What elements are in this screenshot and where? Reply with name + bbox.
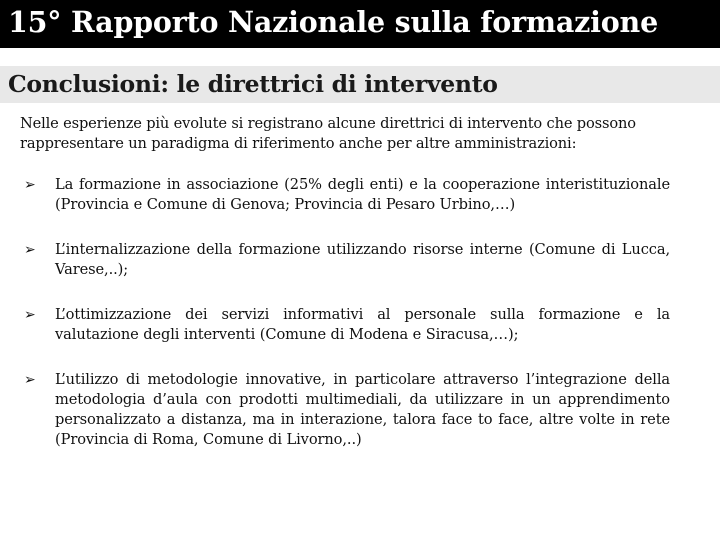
intro-paragraph: Nelle esperienze più evolute si registrano alcune direttrici di intervento che possono rappresentare un paradigma di riferimento anche per altre amministrazioni: <box>20 115 636 152</box>
bullet-text: L’ottimizzazione dei servizi informativi al personale sulla formazione e la valutazione degli interventi (Comune di Modena e Siracusa,…); <box>55 306 670 343</box>
slide-title: 15° Rapporto Nazionale sulla formazione <box>8 5 659 39</box>
subtitle-bar <box>0 66 720 103</box>
slide-subtitle: Conclusioni: le direttrici di intervento <box>8 70 498 98</box>
arrow-bullet-icon: ➢ <box>24 372 36 388</box>
bullet-text: La formazione in associazione (25% degli enti) e la cooperazione interistituzionale (Provincia e Comune di Genova; Provincia di Pesaro Urbino,…) <box>55 176 670 213</box>
arrow-bullet-icon: ➢ <box>24 307 36 323</box>
slide-content <box>20 114 670 475</box>
arrow-bullet-icon: ➢ <box>24 177 36 193</box>
bullet-list <box>20 175 670 450</box>
arrow-bullet-icon: ➢ <box>24 242 36 258</box>
bullet-item <box>20 305 670 345</box>
bullet-text: L’internalizzazione della formazione utilizzando risorse interne (Comune di Lucca, Varese,..); <box>55 241 670 278</box>
title-bar <box>0 0 720 48</box>
bullet-item <box>20 175 670 215</box>
bullet-item <box>20 240 670 280</box>
bullet-text: L’utilizzo di metodologie innovative, in particolare attraverso l’integrazione della metodologia d’aula con prodotti multimediali, da utilizzare in un apprendimento personalizzato a distanza, ma in interazione, talora face to face, altre volte in rete (Provincia di Roma, Comune di Livorno,..) <box>55 371 670 448</box>
bullet-item <box>20 370 670 450</box>
